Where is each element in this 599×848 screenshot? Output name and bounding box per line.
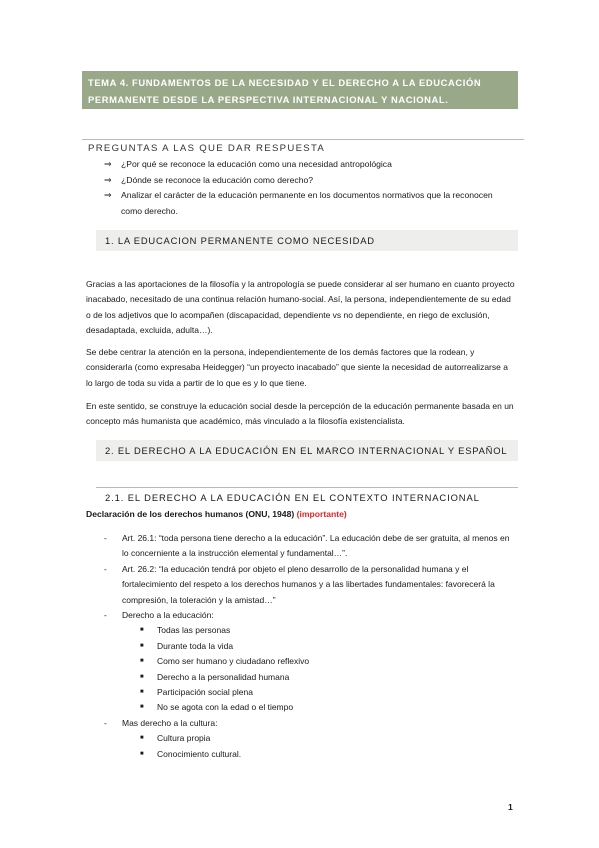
declaration-title: Declaración de los derechos humanos (ONU, 1948) (86, 509, 295, 519)
sub-list-item (104, 654, 516, 669)
square-bullet-icon: ■ (140, 642, 144, 649)
square-bullet-icon: ■ (140, 658, 144, 665)
list-item (104, 188, 514, 219)
sub-item-text: Durante toda la vida (157, 640, 234, 651)
question-text: Analizar el carácter de la educación permanente en los documentos normativos que la reconocen como derecho. (121, 190, 493, 216)
sub-item-text: Todas las personas (157, 625, 231, 636)
square-bullet-icon: ■ (140, 750, 144, 757)
square-bullet-icon: ■ (140, 704, 144, 711)
sub-item-text: Como ser humano y ciudadano reflexivo (157, 656, 310, 667)
square-bullet-icon: ■ (140, 673, 144, 680)
sub-list-item (104, 685, 516, 700)
question-text: ¿Por qué se reconoce la educación como una necesidad antropológica (121, 159, 392, 169)
important-badge: (importante) (296, 509, 347, 519)
list-item (104, 157, 514, 173)
page-number: 1 (508, 802, 513, 812)
section-1-heading: 1. LA EDUCACION PERMANENTE COMO NECESIDAD (96, 230, 518, 251)
sub-item-text: Derecho a la personalidad humana (157, 671, 290, 682)
sub-item-text: Conocimiento cultural. (157, 748, 242, 759)
question-text: ¿Dónde se reconoce la educación como derecho? (121, 174, 314, 185)
dash-bullet: - (104, 563, 107, 574)
sub-list-item (104, 747, 516, 762)
sub-list-item (104, 623, 516, 638)
questions-heading: PREGUNTAS A LAS QUE DAR RESPUESTA (82, 139, 524, 158)
arrow-icon: ⇒ (104, 190, 112, 201)
list-item-text: Mas derecho a la cultura: (122, 717, 218, 728)
questions-list (104, 157, 514, 219)
section-2-heading: 2. EL DERECHO A LA EDUCACIÓN EN EL MARCO INTERNACIONAL Y ESPAÑOL (96, 440, 518, 461)
square-bullet-icon: ■ (140, 735, 144, 742)
list-item (104, 531, 516, 562)
document-title (82, 71, 518, 109)
dash-bullet: - (104, 610, 107, 621)
paragraph: Se debe centrar la atención en la persona, independientemente de los demás factores que la rodean, y considerarla (como expresaba Heidegger) “un proyecto inacabado” que siente la necesidad de autorrealizarse a lo largo de toda su vida a partir de lo que es y lo que tiene. (86, 347, 508, 388)
list-item-text: Art. 26.1: “toda persona tiene derecho a la educación”. La educación debe de ser gratuita, al menos en lo concerniente a la instrucción elemental y fundamental…”. (122, 533, 510, 559)
sub-item-text: Participación social plena (157, 687, 253, 698)
declaration-line (86, 509, 347, 519)
square-bullet-icon: ■ (140, 627, 144, 634)
rights-list (104, 531, 516, 762)
title-line-1: TEMA 4. FUNDAMENTOS DE LA NECESIDAD Y EL DERECHO A LA EDUCACIÓN (88, 77, 482, 88)
dash-bullet: - (104, 717, 107, 728)
dash-bullet: - (104, 533, 107, 543)
sub-item-text: Cultura propia (157, 733, 211, 744)
list-item-text: Art. 26.2: “la educación tendrá por objeto el pleno desarrollo de la personalidad humana y el fortalecimiento del respeto a los derechos humanos y a las libertades fundamentales: favorecerá la compresión, la toleración y la amistad…” (122, 563, 495, 605)
list-item (104, 173, 514, 189)
list-item-text: Derecho a la educación: (122, 610, 214, 621)
paragraph: Gracias a las aportaciones de la filosofía y la antropología se puede considerar al ser humano en cuanto proyecto inacabado, necesitado de una continua relación humano-social. Así, la persona, independientemente de su edad o de los adjetivos que lo acompañen (discapacidad, dependiente vs no dependiente, en riego de exclusión, desadaptada, excluida, adulta…). (86, 279, 515, 336)
sub-list-item (104, 731, 516, 746)
sub-list-item (104, 670, 516, 685)
list-item (104, 562, 516, 608)
paragraph: En este sentido, se construye la educación social desde la percepción de la educación permanente basada en un concepto más humanista que académico, más vinculado a la filosofía existencialista. (86, 401, 514, 427)
sub-list-item (104, 700, 516, 715)
title-line-2: PERMANENTE DESDE LA PERSPECTIVA INTERNACIONAL Y NACIONAL. (88, 94, 449, 105)
list-item (104, 716, 516, 731)
list-item (104, 608, 516, 623)
sub-list-item (104, 639, 516, 654)
subsection-heading: 2.1. EL DERECHO A LA EDUCACIÓN EN EL CONTEXTO INTERNACIONAL (96, 487, 518, 506)
square-bullet-icon: ■ (140, 689, 144, 696)
arrow-icon: ⇒ (104, 159, 112, 169)
sub-item-text: No se agota con la edad o el tiempo (157, 702, 294, 713)
arrow-icon: ⇒ (104, 174, 112, 185)
